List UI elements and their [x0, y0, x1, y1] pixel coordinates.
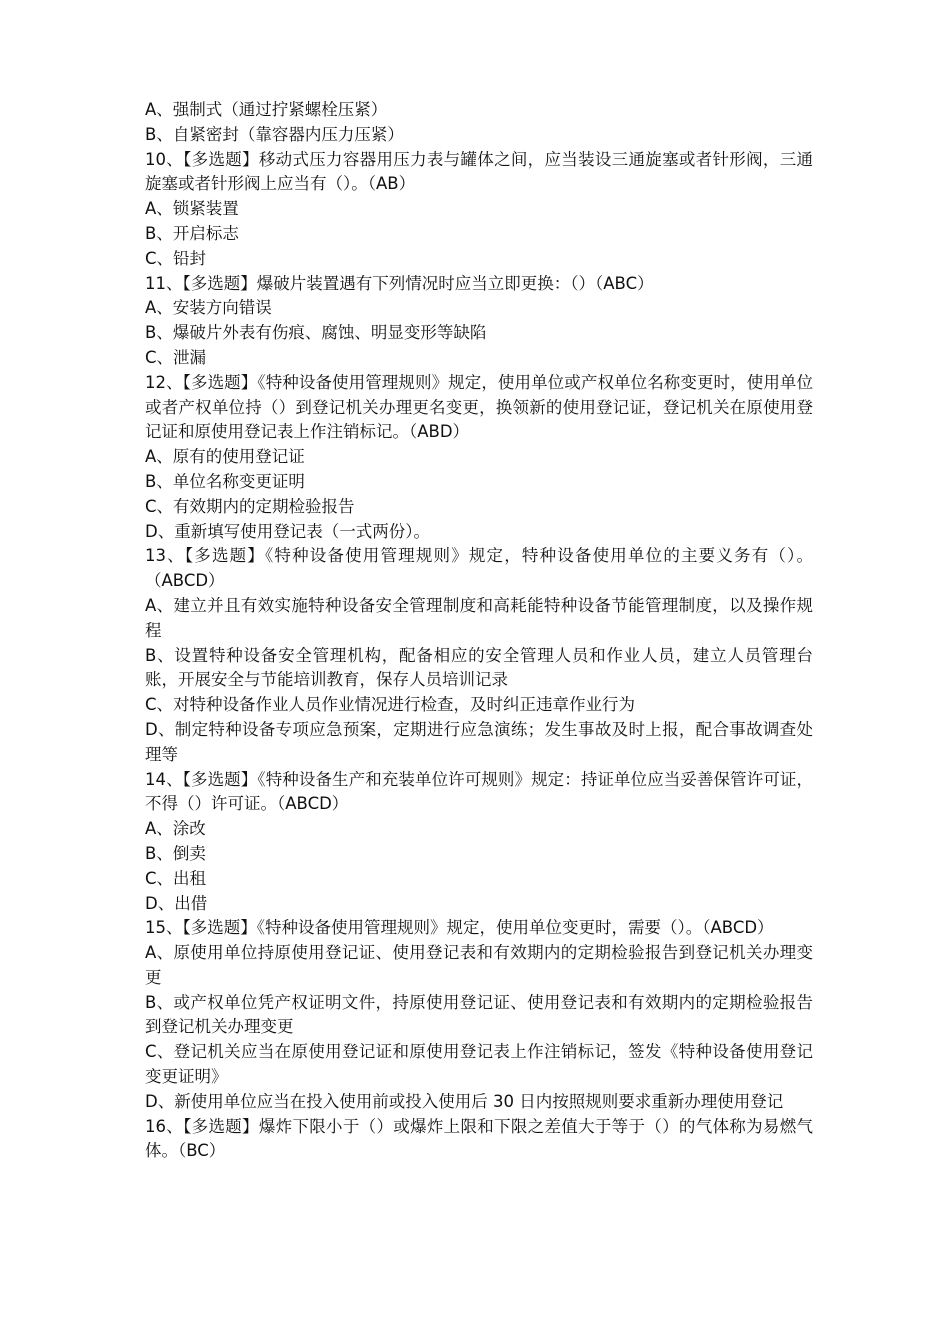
text-line: 15、【多选题】《特种设备使用管理规则》规定，使用单位变更时，需要（）。（ABCD） [145, 918, 774, 938]
text-line: B、或产权单位凭产权证明文件，持原使用登记证、使用登记表和有效期内的定期检验报告到登记机关办理变更 [145, 992, 813, 1037]
text-line: C、出租 [145, 868, 207, 888]
text-line: 11、【多选题】爆破片装置遇有下列情况时应当立即更换：（）（ABC） [145, 273, 654, 293]
text-line: D、出借 [145, 893, 208, 913]
text-line: A、涂改 [145, 819, 206, 839]
text-line: B、设置特种设备安全管理机构，配备相应的安全管理人员和作业人员，建立人员管理台账，开展安全与节能培训教育，保存人员培训记录 [145, 645, 813, 690]
document-body [145, 98, 813, 1164]
text-line: A、安装方向错误 [145, 298, 272, 318]
text-line: C、泄漏 [145, 347, 207, 367]
text-line: A、原有的使用登记证 [145, 447, 305, 467]
text-line: B、单位名称变更证明 [145, 471, 305, 491]
text-line: A、强制式（通过拧紧螺栓压紧） [145, 100, 388, 119]
text-line: C、对特种设备作业人员作业情况进行检查，及时纠正违章作业行为 [145, 695, 636, 715]
text-line: B、爆破片外表有伤痕、腐蚀、明显变形等缺陷 [145, 323, 487, 343]
text-line: C、有效期内的定期检验报告 [145, 496, 355, 516]
text-line: B、开启标志 [145, 223, 239, 243]
text-line: 14、【多选题】《特种设备生产和充装单位许可规则》规定：持证单位应当妥善保管许可证，不得（）许可证。（ABCD） [145, 769, 813, 814]
text-line: A、锁紧装置 [145, 199, 239, 219]
text-line: C、登记机关应当在原使用登记证和原使用登记表上作注销标记，签发《特种设备使用登记变更证明》 [145, 1042, 813, 1087]
text-line: 13、【多选题】《特种设备使用管理规则》规定，特种设备使用单位的主要义务有（）。（ABCD） [145, 546, 813, 591]
text-line: D、新使用单位应当在投入使用前或投入使用后 30 日内按照规则要求重新办理使用登记 [145, 1091, 784, 1111]
text-line: B、自紧密封（靠容器内压力压紧） [145, 124, 404, 144]
text-line: B、倒卖 [145, 843, 206, 863]
text-line: D、重新填写使用登记表（一式两份）。 [145, 521, 430, 541]
text-line: A、建立并且有效实施特种设备安全管理制度和高耗能特种设备节能管理制度，以及操作规程 [145, 595, 813, 640]
text-line: 10、【多选题】移动式压力容器用压力表与罐体之间，应当装设三通旋塞或者针形阀，三通旋塞或者针形阀上应当有（）。（AB） [145, 149, 813, 194]
text-line: 16、【多选题】爆炸下限小于（）或爆炸上限和下限之差值大于等于（）的气体称为易燃气体。（BC） [145, 1116, 813, 1161]
text-line: A、原使用单位持原使用登记证、使用登记表和有效期内的定期检验报告到登记机关办理变更 [145, 943, 813, 987]
text-line: 12、【多选题】《特种设备使用管理规则》规定，使用单位或产权单位名称变更时，使用单位或者产权单位持（）到登记机关办理更名变更，换领新的使用登记证，登记机关在原使用登记证和原使用登记表上作注销标记。（ABD） [145, 372, 813, 442]
text-line: C、铅封 [145, 248, 207, 268]
text-line: D、制定特种设备专项应急预案，定期进行应急演练；发生事故及时上报，配合事故调查处理等 [145, 719, 813, 764]
